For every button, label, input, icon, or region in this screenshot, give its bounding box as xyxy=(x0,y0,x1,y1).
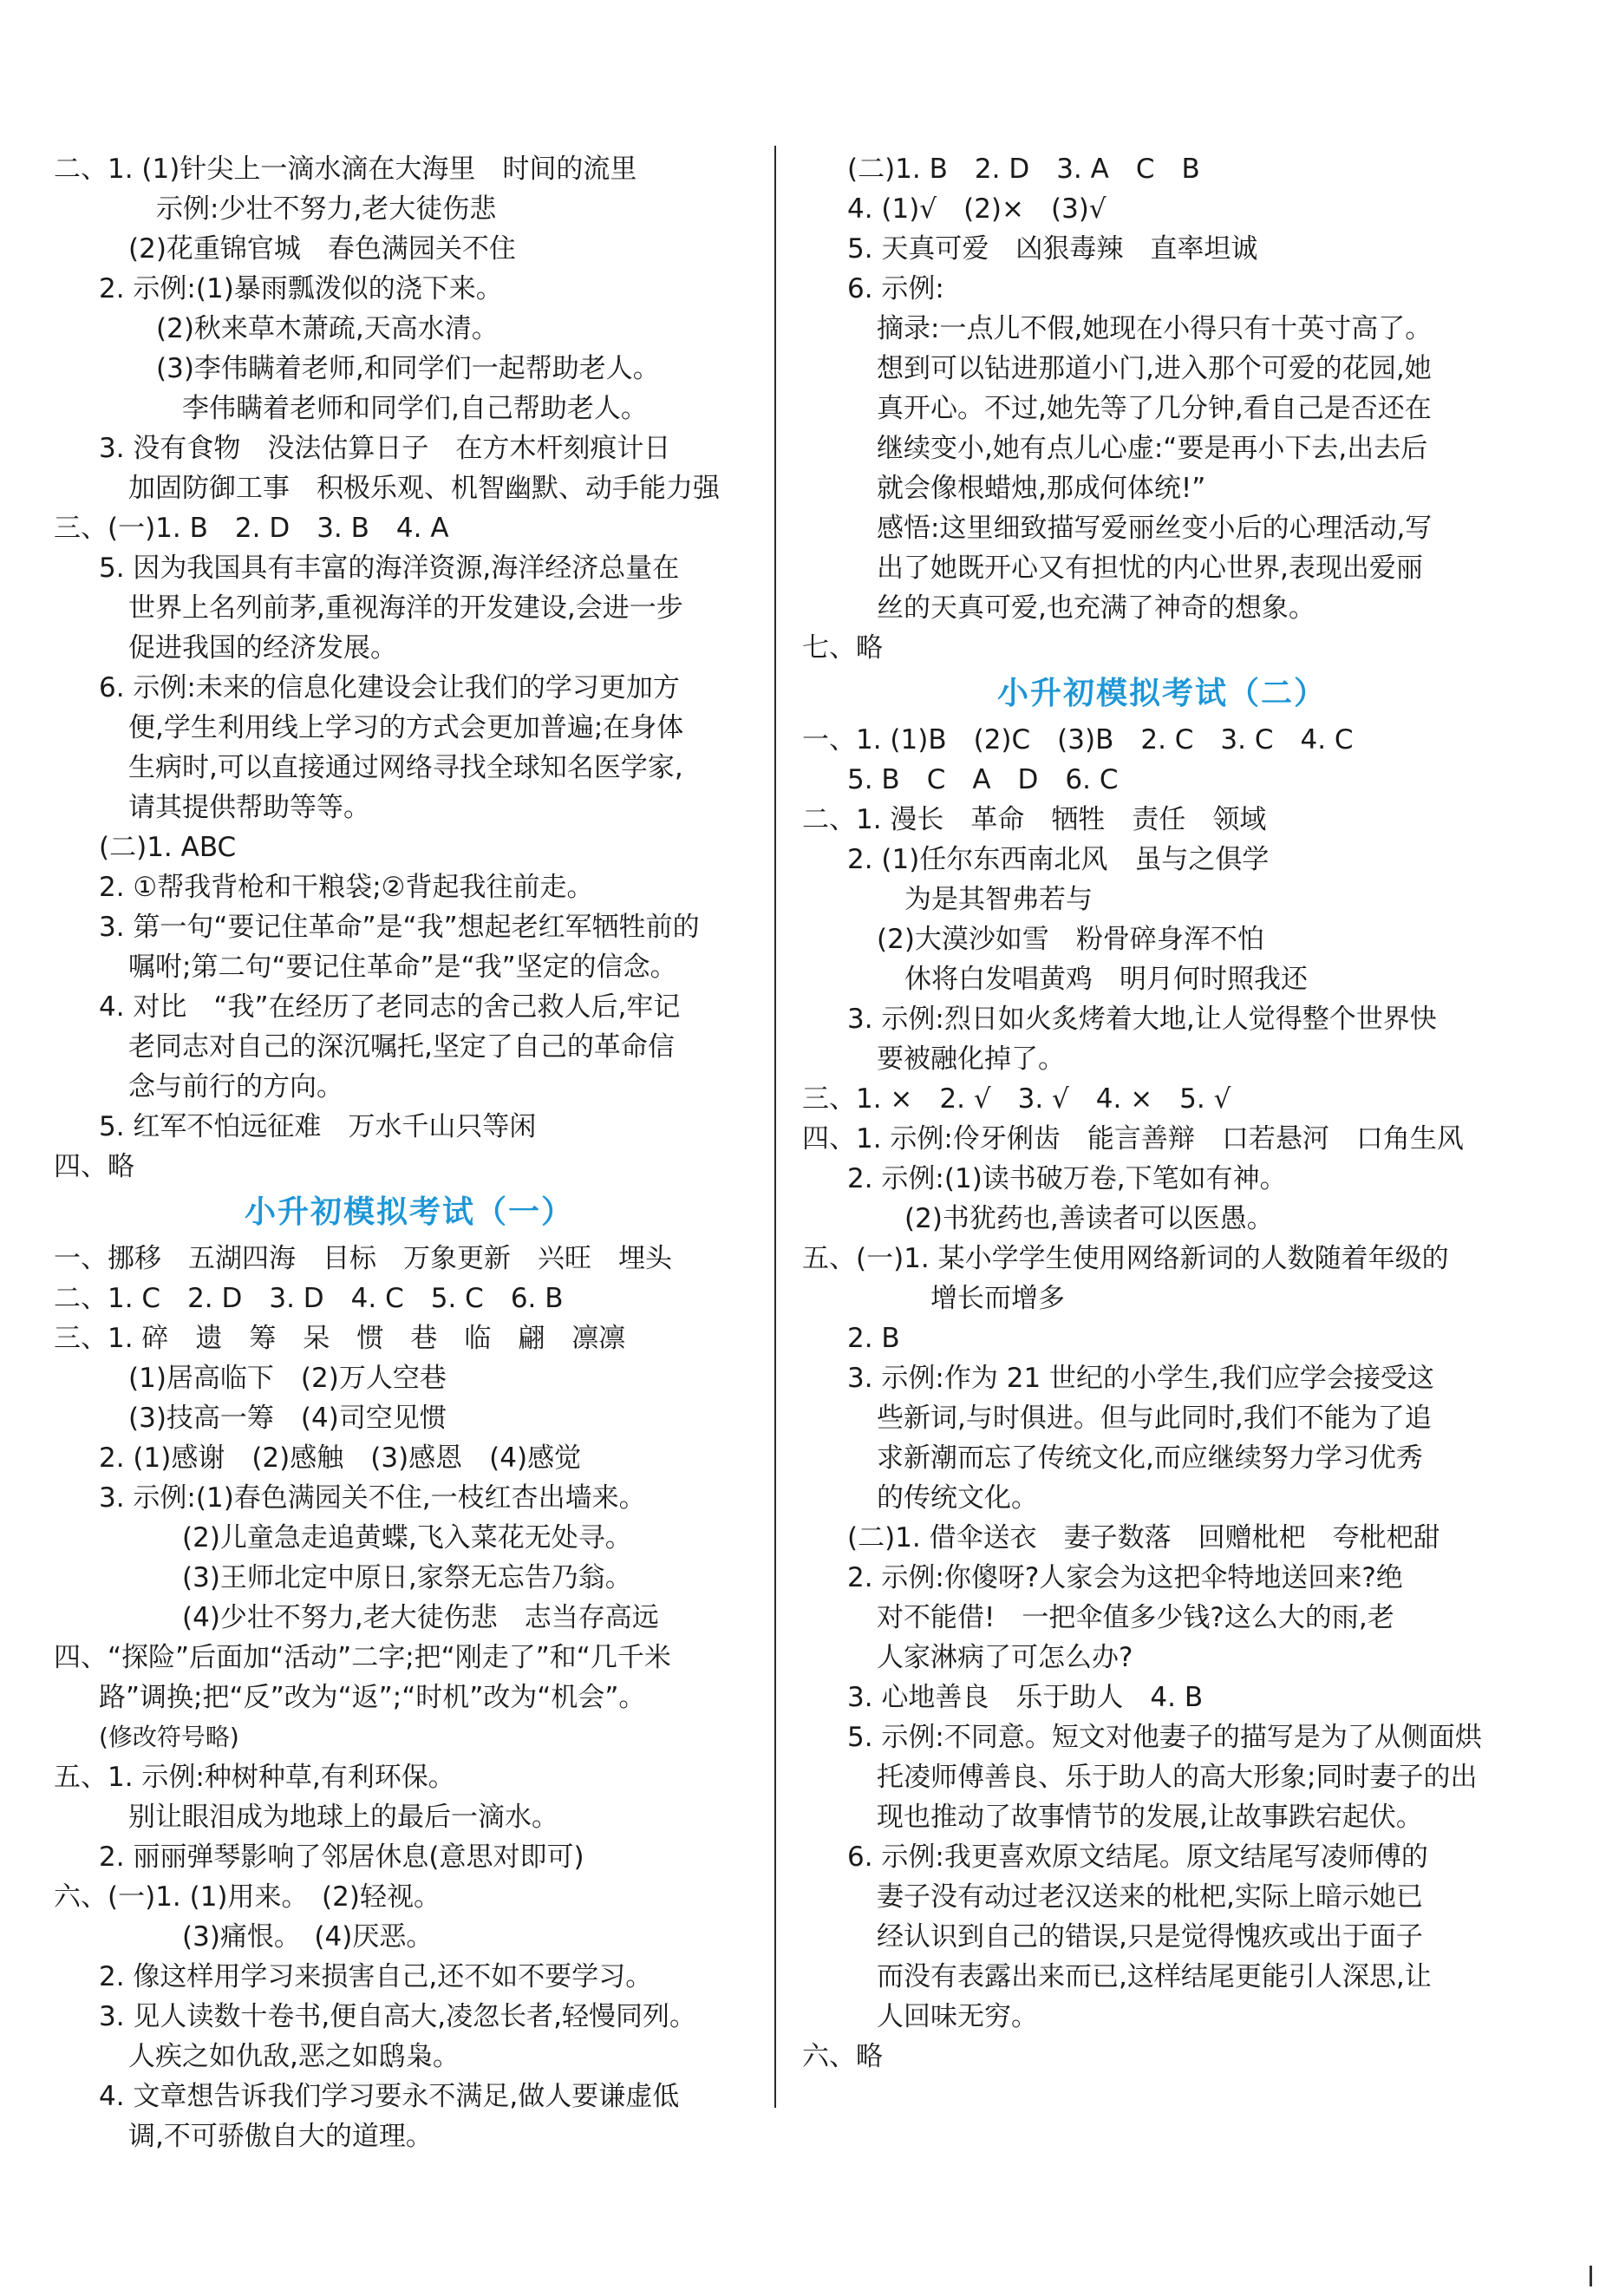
answer-line: 2. B xyxy=(847,1323,900,1354)
answer-line: (2)秋来草木萧疏,天高水清。 xyxy=(156,313,499,344)
answer-line: 6. 示例: xyxy=(847,273,944,304)
answer-line: 人疾之如仇敌,恶之如鸱枭。 xyxy=(128,2041,460,2072)
answer-line: 2. ①帮我背枪和干粮袋;②背起我往前走。 xyxy=(99,872,594,903)
answer-line: 六、(一)1. (1)用来。 (2)轻视。 xyxy=(54,1881,441,1913)
answer-line: (2)花重锦官城 春色满园关不住 xyxy=(128,233,516,265)
answer-line: 5. B C A D 6. C xyxy=(847,764,1119,795)
answer-line: 二、1. (1)针尖上一滴水滴在大海里 时间的流里 xyxy=(54,154,637,185)
answer-line: 老同志对自己的深沉嘱托,坚定了自己的革命信 xyxy=(128,1031,675,1063)
answer-line: 5. 示例:不同意。短文对他妻子的描写是为了从侧面烘 xyxy=(847,1722,1482,1753)
answer-line: 一、挪移 五湖四海 目标 万象更新 兴旺 埋头 xyxy=(54,1243,672,1274)
answer-line: (3)痛恨。 (4)厌恶。 xyxy=(182,1921,434,1953)
answer-line: 二、1. C 2. D 3. D 4. C 5. C 6. B xyxy=(54,1283,564,1314)
answer-line: 3. 见人读数十卷书,便自高大,凌忽长者,轻慢同列。 xyxy=(99,2001,696,2032)
answer-line: 二、1. 漫长 革命 牺牲 责任 领域 xyxy=(802,804,1267,835)
answer-line: 七、略 xyxy=(802,632,883,664)
page-edge-mark xyxy=(1590,2266,1592,2286)
answer-line: 五、(一)1. 某小学学生使用网络新词的人数随着年级的 xyxy=(802,1243,1449,1274)
answer-line: 3. 示例:烈日如火炙烤着大地,让人觉得整个世界快 xyxy=(847,1004,1437,1035)
answer-line: (2)儿童急走追黄蝶,飞入菜花无处寻。 xyxy=(182,1522,632,1554)
answer-line: 些新词,与时俱进。但与此同时,我们不能为了追 xyxy=(877,1403,1432,1434)
answer-line: 为是其智弗若与 xyxy=(904,884,1093,915)
answer-line: (3)王师北定中原日,家祭无忘告乃翁。 xyxy=(182,1562,632,1593)
right-column xyxy=(802,149,1522,2077)
answer-line: 休将白发唱黄鸡 明月何时照我还 xyxy=(904,964,1308,995)
section-title: 小升初模拟考试（二） xyxy=(996,676,1327,711)
answer-line: (2)大漠沙如雪 粉骨碎身浑不怕 xyxy=(877,924,1264,955)
answer-line: 生病时,可以直接通过网络寻找全球知名医学家, xyxy=(128,752,683,783)
answer-line: 6. 示例:未来的信息化建设会让我们的学习更加方 xyxy=(99,672,680,703)
answer-line: 4. (1)√ (2)× (3)√ xyxy=(847,193,1107,225)
answer-line: 四、1. 示例:伶牙俐齿 能言善辩 口若悬河 口角生风 xyxy=(802,1123,1464,1155)
answer-line: 人家淋病了可怎么办? xyxy=(877,1642,1133,1673)
answer-line: 摘录:一点儿不假,她现在小得只有十英寸高了。 xyxy=(877,313,1433,344)
answer-line: 三、1. × 2. √ 3. √ 4. × 5. √ xyxy=(802,1083,1231,1115)
answer-line: (1)居高临下 (2)万人空巷 xyxy=(128,1363,447,1394)
answer-line: 3. 示例:作为 21 世纪的小学生,我们应学会接受这 xyxy=(847,1363,1434,1394)
answer-line: 3. 示例:(1)春色满园关不住,一枝红杏出墙来。 xyxy=(99,1482,646,1514)
answer-line: 便,学生利用线上学习的方式会更加普遍;在身体 xyxy=(128,712,684,743)
answer-line: 的传统文化。 xyxy=(877,1482,1038,1514)
answer-line: (二)1. B 2. D 3. A C B xyxy=(847,154,1200,185)
answer-line: 经认识到自己的错误,只是觉得愧疚或出于面子 xyxy=(877,1921,1423,1953)
left-column xyxy=(54,149,765,2156)
answer-line: 求新潮而忘了传统文化,而应继续努力学习优秀 xyxy=(877,1442,1423,1474)
answer-line: (3)李伟瞒着老师,和同学们一起帮助老人。 xyxy=(156,353,660,384)
answer-line: 请其提供帮助等等。 xyxy=(128,792,370,823)
answer-line: (二)1. ABC xyxy=(99,832,237,863)
answer-line: 5. 天真可爱 凶狠毒辣 直率坦诚 xyxy=(847,233,1258,265)
answer-line: 2. (1)任尔东西南北风 虽与之俱学 xyxy=(847,844,1270,875)
answer-line: 对不能借! 一把伞值多少钱?这么大的雨,老 xyxy=(877,1602,1394,1633)
answer-line: (2)书犹药也,善读者可以医愚。 xyxy=(904,1203,1274,1234)
answer-line: 2. 丽丽弹琴影响了邻居休息(意思对即可) xyxy=(99,1841,584,1873)
answer-line: 三、(一)1. B 2. D 3. B 4. A xyxy=(54,513,449,544)
answer-line: 念与前行的方向。 xyxy=(128,1071,343,1102)
answer-line: (3)技高一筹 (4)司空见惯 xyxy=(128,1403,447,1434)
answer-line: 2. 示例:(1)读书破万卷,下笔如有神。 xyxy=(847,1163,1287,1194)
answer-line: 增长而增多 xyxy=(930,1283,1065,1314)
answer-line: 现也推动了故事情节的发展,让故事跌宕起伏。 xyxy=(877,1802,1423,1833)
column-divider xyxy=(774,146,776,2108)
answer-line: 丝的天真可爱,也充满了神奇的想象。 xyxy=(877,592,1315,624)
answer-line: 嘱咐;第二句“要记住革命”是“我”坚定的信念。 xyxy=(128,952,677,983)
answer-line: 2. 像这样用学习来损害自己,还不如不要学习。 xyxy=(99,1961,653,1992)
answer-line: 调,不可骄傲自大的道理。 xyxy=(128,2121,433,2152)
answer-line: 一、1. (1)B (2)C (3)B 2. C 3. C 4. C xyxy=(802,724,1354,756)
answer-line: 三、1. 碎 遗 筹 呆 惯 巷 临 翩 凛凛 xyxy=(54,1323,626,1354)
answer-line: 6. 示例:我更喜欢原文结尾。原文结尾写凌师傅的 xyxy=(847,1841,1428,1873)
answer-line: (修改符号略) xyxy=(99,1723,239,1751)
answer-line: 人回味无穷。 xyxy=(877,2001,1038,2032)
answer-line: 托凌师傅善良、乐于助人的高大形象;同时妻子的出 xyxy=(877,1762,1478,1793)
answer-line: 四、“探险”后面加“活动”二字;把“刚走了”和“几千米 xyxy=(54,1642,671,1673)
answer-line: 促进我国的经济发展。 xyxy=(128,632,397,664)
answer-line: 真开心。不过,她先等了几分钟,看自己是否还在 xyxy=(877,393,1432,424)
answer-line: (二)1. 借伞送衣 妻子数落 回赠枇杷 夸枇杷甜 xyxy=(847,1522,1440,1554)
answer-line: 六、略 xyxy=(802,2041,883,2072)
answer-line: 四、略 xyxy=(54,1151,134,1182)
answer-line: 2. 示例:你傻呀?人家会为这把伞特地送回来?绝 xyxy=(847,1562,1403,1593)
answer-line: 5. 红军不怕远征难 万水千山只等闲 xyxy=(99,1111,537,1142)
answer-line: 出了她既开心又有担忧的内心世界,表现出爱丽 xyxy=(877,553,1423,584)
answer-line: 5. 因为我国具有丰富的海洋资源,海洋经济总量在 xyxy=(99,553,680,584)
answer-line: 别让眼泪成为地球上的最后一滴水。 xyxy=(128,1802,558,1833)
answer-line: 就会像根蜡烛,那成何体统!” xyxy=(877,473,1206,504)
answer-line: 感悟:这里细致描写爱丽丝变小后的心理活动,写 xyxy=(877,513,1433,544)
answer-line: 3. 心地善良 乐于助人 4. B xyxy=(847,1682,1204,1713)
answer-line: 2. 示例:(1)暴雨瓢泼似的浇下来。 xyxy=(99,273,503,304)
answer-line: 示例:少壮不努力,老大徒伤悲 xyxy=(156,193,497,225)
answer-line: 李伟瞒着老师和同学们,自己帮助老人。 xyxy=(182,393,648,424)
answer-line: 妻子没有动过老汉送来的枇杷,实际上暗示她已 xyxy=(877,1881,1423,1913)
answer-line: 4. 对比 “我”在经历了老同志的舍己救人后,牢记 xyxy=(99,991,681,1023)
answer-line: 想到可以钻进那道小门,进入那个可爱的花园,她 xyxy=(877,353,1432,384)
answer-line: (4)少壮不努力,老大徒伤悲 志当存高远 xyxy=(182,1602,659,1633)
answer-line: 4. 文章想告诉我们学习要永不满足,做人要谦虚低 xyxy=(99,2081,680,2112)
answer-line: 世界上名列前茅,重视海洋的开发建设,会进一步 xyxy=(128,592,683,624)
answer-line: 3. 第一句“要记住革命”是“我”想起老红军牺牲前的 xyxy=(99,912,700,943)
answer-line: 要被融化掉了。 xyxy=(877,1043,1065,1075)
answer-line: 加固防御工事 积极乐观、机智幽默、动手能力强 xyxy=(128,473,720,504)
answer-line: 2. (1)感谢 (2)感触 (3)感恩 (4)感觉 xyxy=(99,1442,582,1474)
answer-line: 继续变小,她有点儿心虚:“要是再小下去,出去后 xyxy=(877,433,1428,464)
answer-line: 而没有表露出来而已,这样结尾更能引人深思,让 xyxy=(877,1961,1432,1992)
answer-line: 五、1. 示例:种树种草,有利环保。 xyxy=(54,1762,455,1793)
answer-line: 路”调换;把“反”改为“返”;“时机”改为“机会”。 xyxy=(99,1682,646,1713)
answer-line: 3. 没有食物 没法估算日子 在方木杆刻痕计日 xyxy=(99,433,671,464)
section-title: 小升初模拟考试（一） xyxy=(244,1194,574,1230)
